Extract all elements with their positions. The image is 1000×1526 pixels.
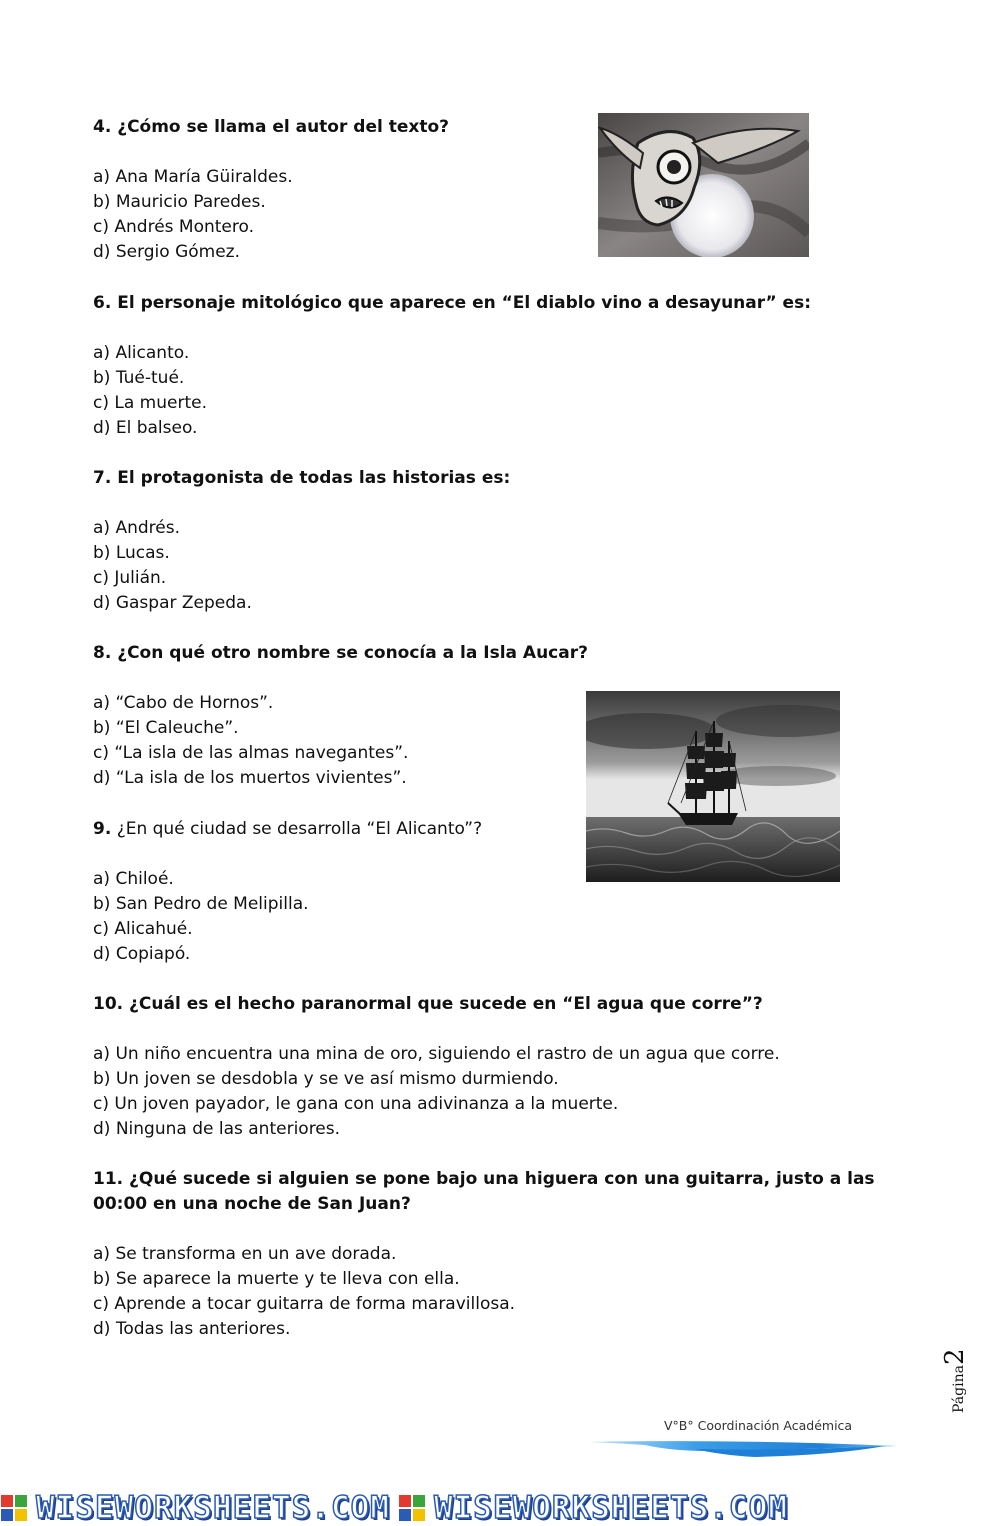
watermark-text: WISEWORKSHEETS.COM (36, 1489, 390, 1526)
question-title: 11. ¿Qué sucede si alguien se pone bajo una higuera con una guitarra, justo a las 00:00 en una noche de San Juan? (93, 1169, 875, 1214)
answer-option[interactable]: c) Alicahué. (93, 919, 193, 939)
answer-option[interactable]: d) “La isla de los muertos vivientes”. (93, 768, 407, 788)
question-11 (93, 1167, 913, 1342)
answer-option[interactable]: c) La muerte. (93, 393, 207, 413)
question-title: 10. ¿Cuál es el hecho paranormal que sucede en “El agua que corre”? (93, 994, 763, 1014)
question-text: ¿En qué ciudad se desarrolla “El Alicanto”? (116, 819, 483, 839)
answer-option[interactable]: a) Se transforma en un ave dorada. (93, 1244, 397, 1264)
approval-text: V°B° Coordinación Académica (664, 1418, 853, 1433)
wave-decoration (585, 1437, 900, 1459)
answer-option[interactable]: d) El balseo. (93, 418, 198, 438)
question-title: 8. ¿Con qué otro nombre se conocía a la Isla Aucar? (93, 643, 588, 663)
answer-option[interactable]: a) “Cabo de Hornos”. (93, 693, 274, 713)
answer-option[interactable]: a) Ana María Güiraldes. (93, 167, 293, 187)
answer-option[interactable]: c) Julián. (93, 568, 167, 588)
question-title: 4. ¿Cómo se llama el autor del texto? (93, 117, 450, 137)
question-7 (93, 466, 913, 616)
question-title: 6. El personaje mitológico que aparece en “El diablo vino a desayunar” es: (93, 293, 811, 313)
question-6 (93, 291, 913, 441)
answer-option[interactable]: d) Sergio Gómez. (93, 242, 241, 262)
ship-illustration (586, 691, 840, 882)
answer-option[interactable]: b) Se aparece la muerte y te lleva con ella. (93, 1269, 460, 1289)
answer-option[interactable]: b) Mauricio Paredes. (93, 192, 266, 212)
answer-option[interactable]: b) “El Caleuche”. (93, 718, 239, 738)
answer-option[interactable]: a) Un niño encuentra una mina de oro, siguiendo el rastro de un agua que corre. (93, 1044, 780, 1064)
watermark-banner (0, 1490, 1000, 1525)
watermark-text: WISEWORKSHEETS.COM (433, 1489, 788, 1526)
answer-option[interactable]: b) Lucas. (93, 543, 170, 563)
answer-option[interactable]: a) Chiloé. (93, 869, 174, 889)
answer-option[interactable]: c) “La isla de las almas navegantes”. (93, 743, 409, 763)
answer-option[interactable]: d) Todas las anteriores. (93, 1319, 291, 1339)
answer-option[interactable]: c) Aprende a tocar guitarra de forma maravillosa. (93, 1294, 516, 1314)
question-number: 9. (93, 819, 112, 839)
wise-logo-icon (0, 1494, 28, 1522)
page-number-value: 2 (940, 1348, 970, 1366)
creature-illustration (598, 113, 809, 257)
wise-logo-icon (398, 1494, 426, 1522)
answer-option[interactable]: b) Un joven se desdobla y se ve así mismo durmiendo. (93, 1069, 559, 1089)
answer-option[interactable]: c) Un joven payador, le gana con una adivinanza a la muerte. (93, 1094, 619, 1114)
answer-option[interactable]: d) Copiapó. (93, 944, 191, 964)
page-word: Página (951, 1365, 967, 1413)
answer-option[interactable]: c) Andrés Montero. (93, 217, 255, 237)
page-number (938, 1345, 978, 1425)
answer-option[interactable]: b) San Pedro de Melipilla. (93, 894, 309, 914)
answer-option[interactable]: d) Gaspar Zepeda. (93, 593, 252, 613)
answer-option[interactable]: b) Tué-tué. (93, 368, 185, 388)
answer-option[interactable]: d) Ninguna de las anteriores. (93, 1119, 341, 1139)
question-10 (93, 992, 913, 1142)
question-title: 7. El protagonista de todas las historias es: (93, 468, 511, 488)
answer-option[interactable]: a) Alicanto. (93, 343, 190, 363)
answer-option[interactable]: a) Andrés. (93, 518, 180, 538)
